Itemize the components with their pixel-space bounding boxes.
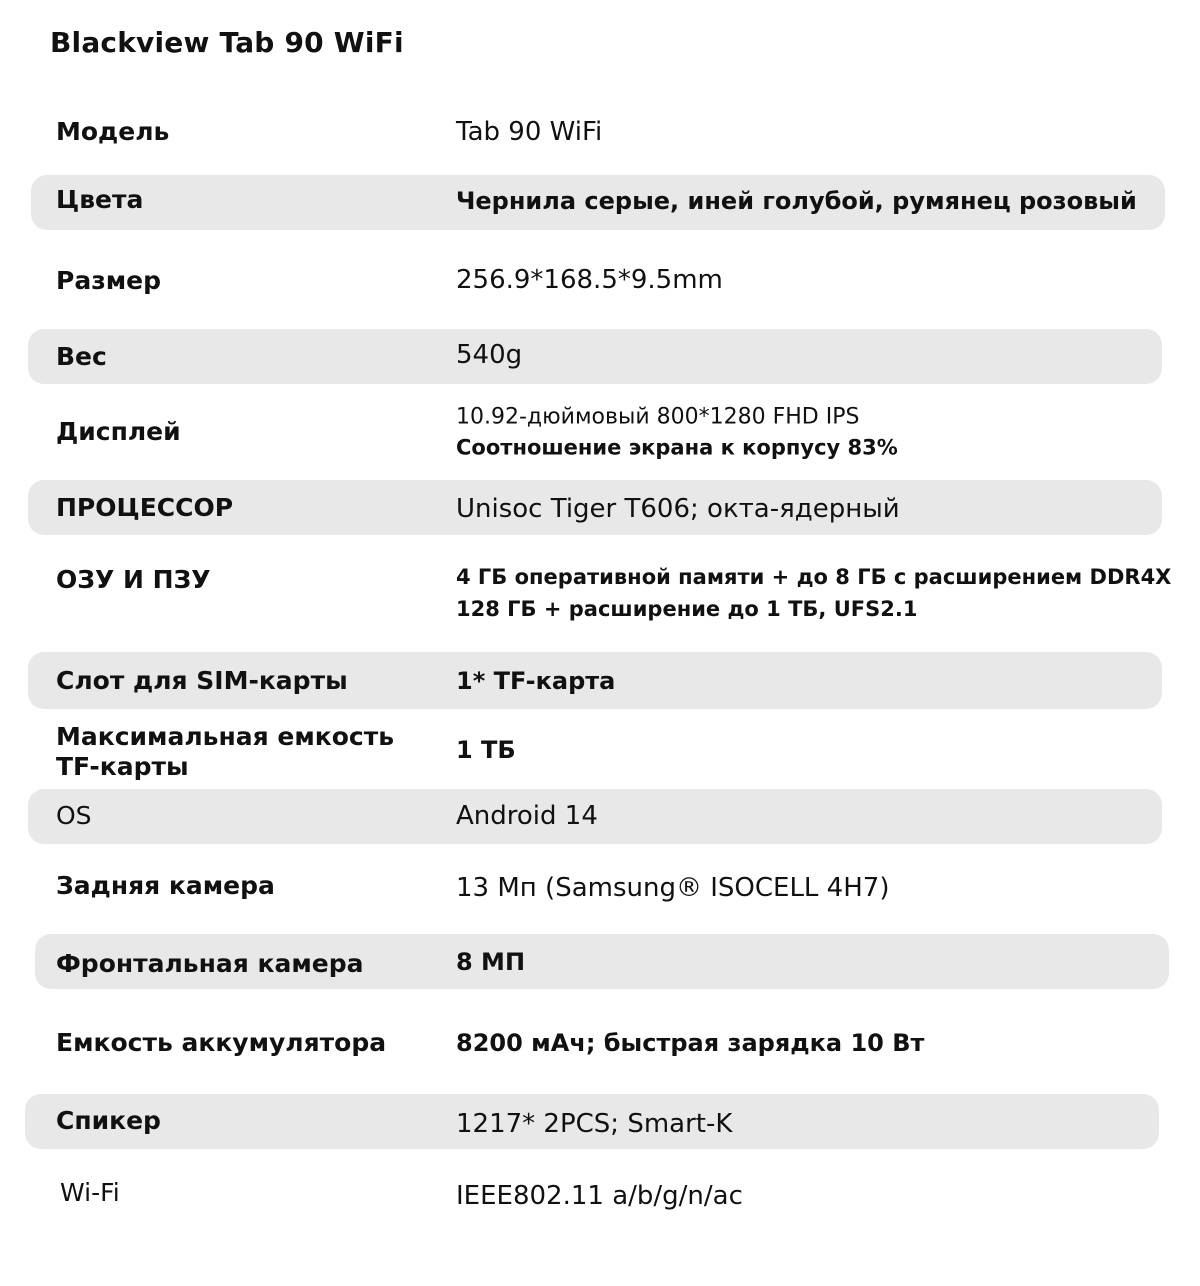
spec-value-cpu: Unisoc Tiger T606; окта-ядерный: [456, 494, 900, 524]
spec-value-rear-camera: 13 Мп (Samsung® ISOCELL 4H7): [456, 873, 890, 903]
spec-value-wifi: IEEE802.11 a/b/g/n/ac: [456, 1181, 743, 1211]
spec-value-colors: Чернила серые, иней голубой, румянец розовый: [456, 187, 1137, 215]
spec-value-speaker: 1217* 2PCS; Smart-K: [456, 1109, 733, 1139]
spec-label-size: Размер: [56, 266, 162, 295]
spec-label-battery: Емкость аккумулятора: [56, 1028, 387, 1057]
spec-label-sim: Слот для SIM-карты: [56, 666, 348, 695]
spec-value-display-2: Соотношение экрана к корпусу 83%: [456, 435, 898, 460]
spec-label-tf-max-2: TF-карты: [56, 752, 189, 781]
spec-value-front-camera: 8 МП: [456, 948, 526, 976]
spec-label-cpu: ПРОЦЕССОР: [56, 493, 234, 522]
spec-label-speaker: Спикер: [56, 1106, 161, 1135]
spec-value-battery: 8200 мАч; быстрая зарядка 10 Вт: [456, 1029, 925, 1057]
spec-value-size: 256.9*168.5*9.5mm: [456, 265, 723, 295]
spec-label-os: OS: [56, 801, 92, 830]
spec-label-memory: ОЗУ И ПЗУ: [56, 565, 211, 594]
spec-label-tf-max-1: Максимальная емкость: [56, 722, 395, 751]
row-band: [28, 329, 1162, 384]
spec-value-sim: 1* TF-карта: [456, 667, 616, 695]
page-title: Blackview Tab 90 WiFi: [50, 26, 404, 59]
spec-label-display: Дисплей: [56, 417, 181, 446]
spec-value-os: Android 14: [456, 801, 598, 831]
spec-value-memory-1: 4 ГБ оперативной памяти + до 8 ГБ с расширением DDR4X: [456, 565, 1172, 589]
spec-label-weight: Вес: [56, 342, 107, 371]
spec-value-memory-2: 128 ГБ + расширение до 1 ТБ, UFS2.1: [456, 597, 918, 621]
spec-value-tf-max: 1 ТБ: [456, 736, 516, 764]
spec-label-model: Модель: [56, 117, 170, 146]
spec-label-rear-camera: Задняя камера: [56, 871, 275, 900]
spec-value-weight: 540g: [456, 340, 523, 370]
spec-value-model: Tab 90 WiFi: [456, 117, 603, 147]
spec-label-colors: Цвета: [56, 185, 144, 214]
spec-label-front-camera: Фронтальная камера: [56, 949, 364, 978]
spec-value-display-1: 10.92-дюймовый 800*1280 FHD IPS: [456, 404, 860, 430]
spec-label-wifi: Wi-Fi: [60, 1178, 120, 1207]
